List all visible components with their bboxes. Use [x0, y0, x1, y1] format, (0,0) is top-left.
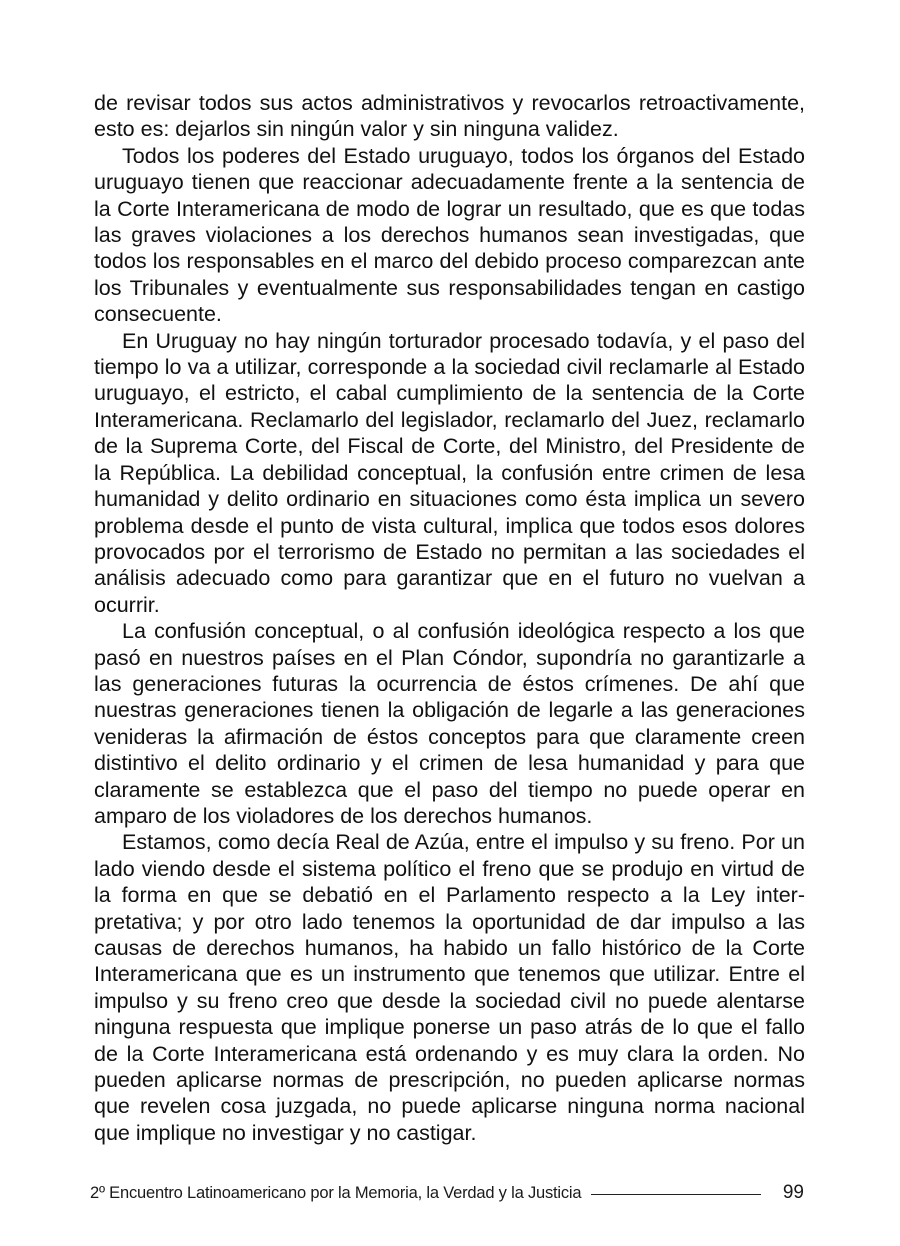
- paragraph-1: de revisar todos sus actos administrativos y revocarlos retroactivamente, esto es: dejarlos sin ningún valor y sin ninguna validez.: [94, 91, 805, 142]
- page-body: [94, 90, 805, 1146]
- paragraph-3: En Uruguay no hay ningún torturador procesado todavía, y el paso del tiempo lo va a utilizar, corresponde a la sociedad civil reclamarle al Estado uruguayo, el estricto, el cabal cumplimiento de la sentencia de la Corte Interamericana. Reclamarlo del legislador, reclamarlo del Juez, reclamarlo de la Suprema Corte, del Fiscal de Corte, del Ministro, del Presidente de la República. La debilidad conceptual, la confusión entre crimen de lesa humanidad y delito ordinario en situaciones como ésta implica un severo problema desde el punto de vista cultural, implica que todos esos dolores provocados por el terrorismo de Estado no permitan a las sociedades el análisis adecuado como para garantizar que en el futuro no vuelvan a ocurrir.: [94, 328, 805, 617]
- paragraph-4: La confusión conceptual, o al confusión ideológica respecto a los que pasó en nuestros países en el Plan Cóndor, supondría no garantizarle a las generaciones futuras la ocurrencia de éstos crímenes. De ahí que nuestras generaciones tienen la obligación de legarle a las generaciones venideras la afirmación de éstos conceptos para que claramente creen distintivo el delito ordinario y el crimen de lesa humanidad y para que claramente se establezca que el paso del tiempo no puede operar en amparo de los violadores de los derechos humanos.: [94, 619, 805, 828]
- paragraph-2: Todos los poderes del Estado uruguayo, todos los órganos del Estado uruguayo tienen que reaccionar adecuadamente frente a la sentencia de la Corte Interamericana de modo de lograr un resultado, que es que todas las graves violaciones a los derechos humanos sean investigadas, que todos los responsables en el marco del debido proceso comparezcan ante los Tribunales y eventualmente sus responsabilidades tengan en castigo consecuente.: [94, 143, 805, 327]
- page-number: 99: [782, 1182, 804, 1203]
- page-footer: [90, 1180, 804, 1206]
- footer-rule: [591, 1194, 761, 1195]
- footer-title: 2º Encuentro Latinoamericano por la Memoria, la Verdad y la Justicia: [90, 1183, 582, 1202]
- paragraph-5: Estamos, como decía Real de Azúa, entre el impulso y su freno. Por un lado viendo desde el sistema político el freno que se produjo en virtud de la forma en que se debatió en el Parlamento respecto a la Ley interpretativa; y por otro lado tenemos la oportunidad de dar impulso a las causas de derechos humanos, ha habido un fallo histórico de la Corte Interamericana que es un instrumento que tenemos que utilizar. Entre el impulso y su freno creo que desde la sociedad civil no puede alentarse ninguna respuesta que implique ponerse un paso atrás de lo que el fallo de la Corte Interamericana está ordenando y es muy clara la orden. No pueden aplicarse normas de prescripción, no pueden aplicarse normas que revelen cosa juzgada, no puede aplicarse ninguna norma nacional que implique no investigar y no castigar.: [94, 830, 805, 1145]
